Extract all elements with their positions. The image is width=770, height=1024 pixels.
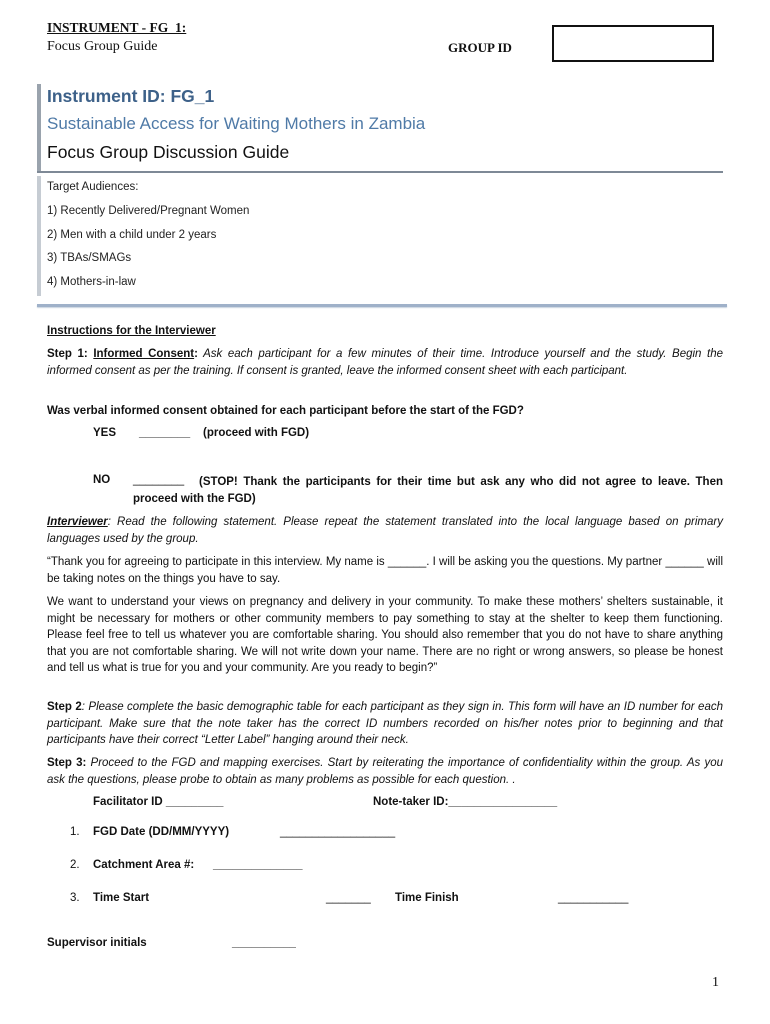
note-taker-id-field[interactable]: Note-taker ID:_________________ <box>373 796 558 808</box>
yes-blank[interactable]: ________ <box>139 427 191 439</box>
time-finish-label: Time Finish <box>395 892 459 904</box>
audience-item: 4) Mothers-in-law <box>47 276 136 288</box>
group-id-label: GROUP ID <box>448 40 512 55</box>
interviewer-label: Interviewer <box>47 516 108 528</box>
section-separator <box>37 304 727 307</box>
audience-block-border <box>37 176 41 296</box>
fgd-date-label: FGD Date (DD/MM/YYYY) <box>93 826 230 838</box>
guide-title: Focus Group Discussion Guide <box>47 142 290 162</box>
facilitator-id-field[interactable]: Facilitator ID _________ <box>93 796 224 808</box>
audience-item: 1) Recently Delivered/Pregnant Women <box>47 205 250 217</box>
step1-text: Ask each participant for a few minutes of their time. Introduce yourself and the study. Begin the informed consent as per the training. If consent is granted, leave the informed consent sheet with each participant. <box>47 348 724 377</box>
time-start-blank[interactable]: _______ <box>326 892 371 904</box>
fgd-date-blank[interactable]: __________________ <box>280 826 396 838</box>
statement-paragraph-2: We want to understand your views on pregnancy and delivery in your community. To make these mothers’ shelters sustainable, it might be necessary for mothers or other community members to pay something to stay at the shelter to keep them functioning. Please feel free to tell us whatever you are comfortable sharing. You should also remember that you do not have to share anything that you are not comfortable sharing. We will not write down your name. There are no right or wrong answers, so please be honest and tell us what is true for you and your community. Are you ready to begin?” <box>47 596 723 674</box>
step1-label: Step 1: <box>47 348 88 360</box>
project-title: Sustainable Access for Waiting Mothers in Zambia <box>47 114 426 133</box>
yes-note: (proceed with FGD) <box>203 427 310 439</box>
step3-paragraph <box>47 755 723 788</box>
step2-text: : Please complete the basic demographic table for each participant as they sign in. This form will have an ID number for each participant. Make sure that the note taker has the correct ID numbers recorded on his/her notes prior to beginning and that participants have their correct “Letter Label” hanging around their neck. <box>47 701 723 746</box>
supervisor-initials-label: Supervisor initials <box>47 937 147 949</box>
time-start-label: Time Start <box>93 892 150 904</box>
page-number: 1 <box>712 975 719 990</box>
statement-paragraph-1: “Thank you for agreeing to participate in this interview. My name is ______. I will be asking you the questions. My partner ______ will be taking notes on the things you have to say. <box>47 556 723 585</box>
instrument-id-heading: Instrument ID: FG_1 <box>47 86 215 106</box>
no-note: (STOP! Thank the participants for their time but ask any who did not agree to leave. Then proceed with the FGD) <box>133 476 723 505</box>
item-number: 2. <box>70 859 80 871</box>
item-number: 3. <box>70 892 80 904</box>
yes-label: YES <box>93 427 117 439</box>
instructions-heading: Instructions for the Interviewer <box>47 325 216 337</box>
step3-label: Step 3: <box>47 757 87 769</box>
consent-question: Was verbal informed consent obtained for each participant before the start of the FGD? <box>47 405 524 417</box>
step2-label: Step 2 <box>47 701 82 713</box>
step2-paragraph <box>47 699 723 749</box>
audiences-heading: Target Audiences: <box>47 181 139 193</box>
no-label: NO <box>93 474 111 486</box>
instrument-title: INSTRUMENT - FG_1: <box>47 20 187 35</box>
audience-item: 3) TBAs/SMAGs <box>47 252 132 264</box>
interviewer-text: : Read the following statement. Please repeat the statement translated into the local language based on primary languages used by the group. <box>47 516 723 545</box>
step1-title: Informed Consent <box>93 348 195 360</box>
no-blank[interactable]: ________ <box>133 474 185 486</box>
title-underline <box>37 171 723 173</box>
audience-item: 2) Men with a child under 2 years <box>47 229 217 241</box>
step1-paragraph: Step 1: Informed Consent: Ask each participant for a few minutes of their time. Introduce yourself and the study. Begin the informed consent as per the training. If consent is granted, leave the informed consent sheet with each participant. <box>47 348 724 377</box>
catchment-area-blank[interactable]: ______________ <box>213 859 303 871</box>
item-number: 1. <box>70 826 80 838</box>
catchment-area-label: Catchment Area #: <box>93 859 195 871</box>
time-finish-blank[interactable]: ___________ <box>558 892 629 904</box>
guide-subtitle: Focus Group Guide <box>47 39 158 54</box>
group-id-box[interactable] <box>552 25 714 62</box>
step3-text: Proceed to the FGD and mapping exercises. Start by reiterating the importance of confidentiality within the group. As you ask the questions, please probe to obtain as many problems as possible for each question. . <box>47 757 723 786</box>
interviewer-paragraph <box>47 514 723 547</box>
supervisor-initials-blank[interactable]: __________ <box>232 937 296 949</box>
